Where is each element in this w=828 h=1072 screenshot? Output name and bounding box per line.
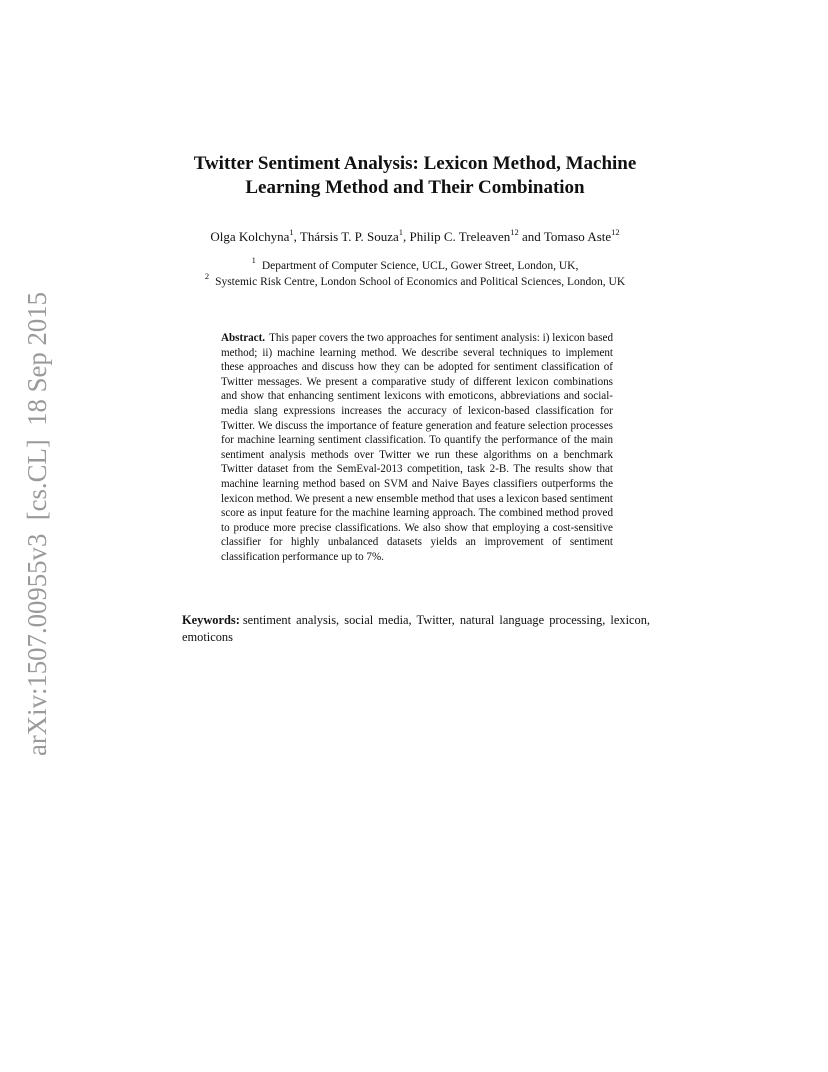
author-separator: , [403, 229, 410, 244]
author-separator: , [293, 229, 300, 244]
affiliation-text: Department of Computer Science, UCL, Gower Street, London, UK, [261, 260, 579, 272]
affiliation-mark: 2 [204, 271, 210, 282]
affiliation-item [160, 255, 670, 274]
arxiv-identifier-stamp [8, 290, 60, 760]
author-affiliation-mark: 12 [611, 226, 620, 237]
affiliation-mark: 1 [251, 255, 256, 266]
affiliation-item [160, 271, 670, 290]
affiliation-list [160, 255, 670, 290]
author-separator: and [518, 229, 544, 244]
keywords-text: sentiment analysis, social media, Twitter, natural language processing, lexicon, emoticons [182, 613, 650, 644]
author-name: Thársis T. P. Souza [299, 229, 399, 244]
abstract [221, 331, 613, 565]
author-name: Philip C. Treleaven [409, 229, 511, 244]
keywords-label: Keywords: [182, 613, 240, 627]
paper-title [160, 152, 670, 200]
author-affiliation-mark: 12 [510, 226, 519, 237]
author-name: Tomaso Aste [543, 229, 612, 244]
author-list [160, 228, 670, 246]
author-affiliation-mark: 1 [289, 226, 294, 237]
author-affiliation-mark: 1 [398, 226, 403, 237]
abstract-text: This paper covers the two approaches for sentiment analysis: i) lexicon based method; ii) machine learning method. We describe several techniques to implement these approaches and discuss how they can be adopted for sentiment classification of Twitter messages. We present a comparative study of different lexicon combinations and show that enhancing sentiment lexicons with emoticons, abbreviations and social-media slang expressions increases the accuracy of lexicon-based classification for Twitter. We discuss the importance of feature generation and feature selection processes for machine learning sentiment classification. To quantify the performance of the main sentiment analysis methods over Twitter we run these algorithms on a benchmark Twitter dataset from the SemEval-2013 competition, task 2-B. The results show that machine learning method based on SVM and Naive Bayes classifiers outperforms the lexicon method. We present a new ensemble method that uses a lexicon based sentiment score as input feature for the machine learning approach. The combined method proved to produce more precise classifications. We also show that employing a cost-sensitive classifier for highly unbalanced datasets yields an improvement of sentiment classification performance up to 7%. [221, 332, 613, 563]
affiliation-text: Systemic Risk Centre, London School of Economics and Political Sciences, London, UK [215, 276, 626, 288]
arxiv-identifier-text: arXiv:1507.00955v3 [cs.CL] 18 Sep 2015 [22, 290, 52, 756]
author-name: Olga Kolchyna [210, 229, 290, 244]
abstract-label: Abstract. [221, 332, 266, 344]
keywords [182, 612, 650, 645]
paper-title-line-1: Twitter Sentiment Analysis: Lexicon Method, Machine [193, 153, 637, 174]
paper-title-line-2: Learning Method and Their Combination [245, 177, 585, 198]
